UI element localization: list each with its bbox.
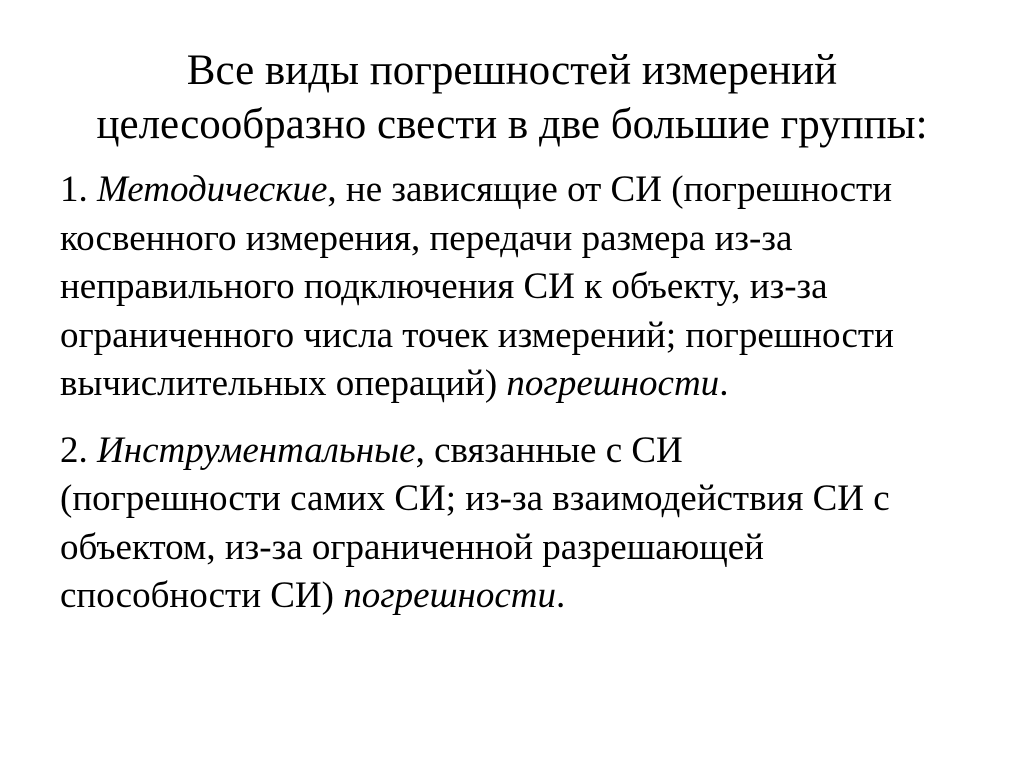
- item-line: (погрешности самих СИ; из-за взаимодействия СИ с: [60, 478, 890, 519]
- item-term: Инструментальные: [97, 429, 416, 471]
- item-suffix: погрешности: [343, 575, 557, 616]
- item-first-line-text: , связанные с СИ: [415, 429, 683, 471]
- title-line-1: Все виды погрешностей измерений: [186, 47, 838, 94]
- slide-title: [0, 44, 1024, 152]
- item-last-line-text: вычислительных операций): [60, 363, 498, 404]
- item-end: .: [719, 363, 729, 404]
- item-first-line: [60, 427, 980, 476]
- list-item-methodical: [60, 166, 980, 409]
- item-last-line: [60, 572, 980, 621]
- item-first-line: [60, 166, 980, 215]
- item-line: объектом, из-за ограниченной разрешающей: [60, 526, 764, 568]
- item-line: ограниченного числа точек измерений; погрешности: [60, 314, 894, 356]
- item-last-line: [60, 360, 980, 409]
- item-first-line-text: , не зависящие от СИ (погрешности: [327, 169, 893, 210]
- item-number: 1.: [60, 169, 88, 210]
- item-line: косвенного измерения, передачи размера из-за: [60, 217, 793, 259]
- slide-body: [60, 166, 980, 639]
- list-item-instrumental: [60, 427, 980, 621]
- item-end: .: [556, 575, 566, 616]
- item-line: неправильного подключения СИ к объекту, из-за: [60, 266, 828, 307]
- item-term: Методические: [97, 169, 328, 210]
- item-suffix: погрешности: [506, 363, 720, 404]
- item-last-line-text: способности СИ): [60, 575, 334, 616]
- item-number: 2.: [60, 429, 88, 471]
- title-line-2: целесообразно свести в две большие группы:: [96, 101, 928, 148]
